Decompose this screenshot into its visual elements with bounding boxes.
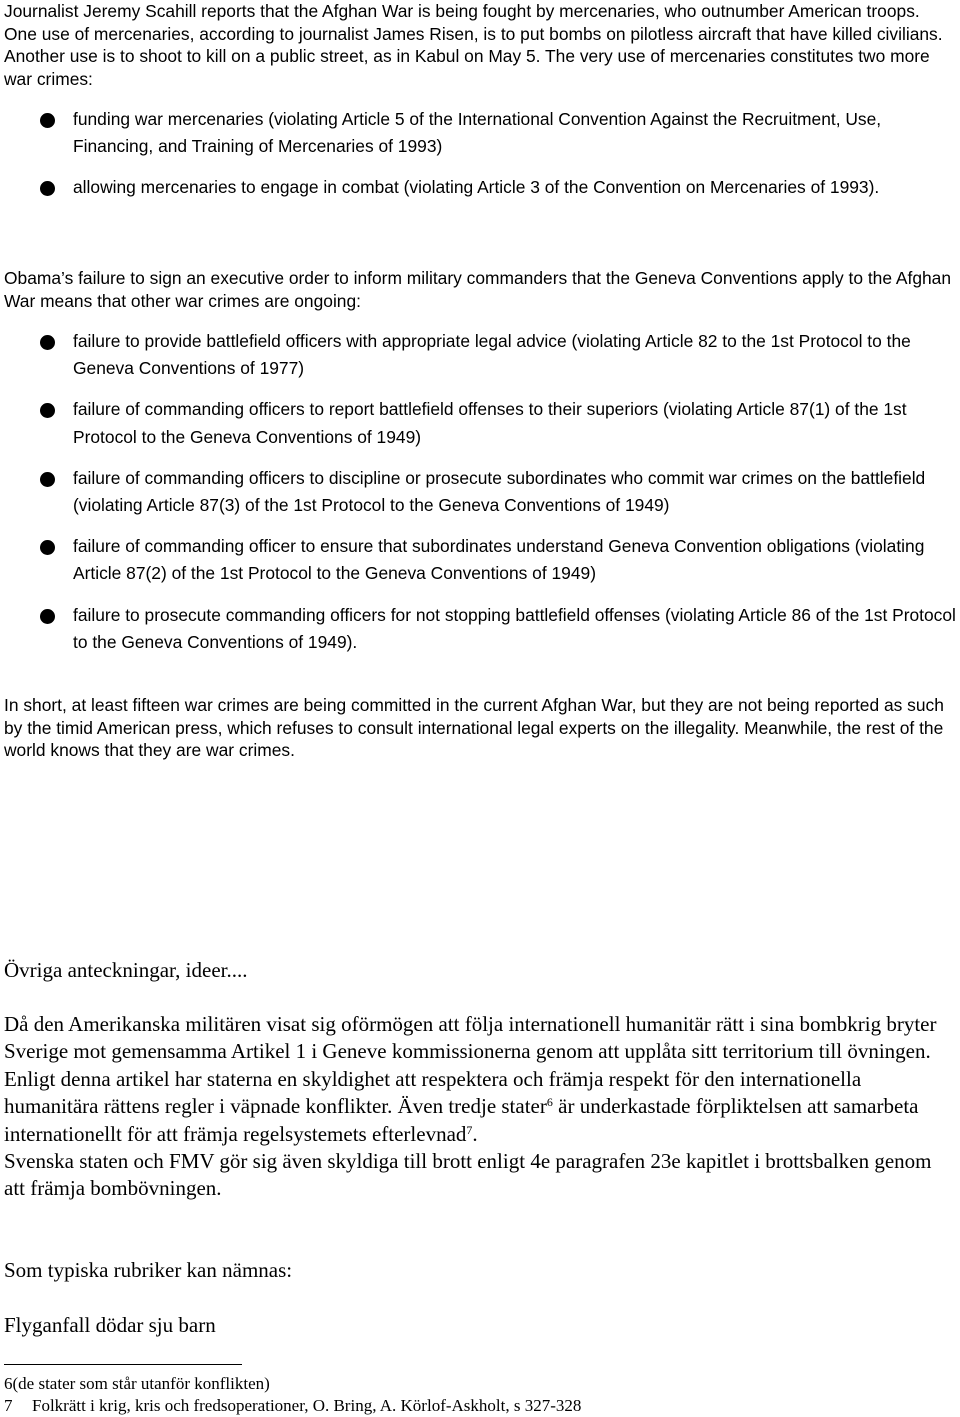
bullet-icon xyxy=(40,335,55,350)
bullet-icon xyxy=(40,181,55,196)
list-item-text: allowing mercenaries to engage in combat (violating Article 3 of the Convention on Mercenaries of 1993). xyxy=(73,177,880,198)
footnote-6 xyxy=(4,1374,270,1394)
footnote-7 xyxy=(4,1396,581,1416)
rubric-example: Flyganfall dödar sju barn xyxy=(4,1313,216,1337)
list-item-text: failure of commanding officers to discipline or prosecute subordinates who commit war crimes on the battlefield (violating Article 87(3) of the 1st Protocol to the Geneva Conventions of 1949) xyxy=(73,467,926,516)
swedish-text-part4: Svenska staten och FMV gör sig även skyldiga till brott enligt 4e paragrafen 23e kapitlet i brottsbalken genom att främja bombövningen. xyxy=(4,1149,932,1201)
list-item xyxy=(0,106,960,160)
footnote-number: 7 xyxy=(4,1396,13,1415)
obama-paragraph: Obama’s failure to sign an executive order to inform military commanders that the Geneva Conventions apply to the Afghan War means that other war crimes are ongoing: xyxy=(4,268,952,311)
footnote-text: 6(de stater som står utanför konflikten) xyxy=(4,1374,270,1393)
list-item xyxy=(0,602,960,656)
list-item-text: failure of commanding officers to report battlefield offenses to their superiors (violating Article 87(1) of the 1st Protocol to the Geneva Conventions of 1949) xyxy=(73,399,907,447)
list-item-text: failure to prosecute commanding officers for not stopping battlefield offenses (violating Article 86 of the 1st Protocol to the Geneva Conventions of 1949). xyxy=(73,604,956,652)
bullet-icon xyxy=(40,609,55,624)
rubrics-intro: Som typiska rubriker kan nämnas: xyxy=(4,1258,293,1282)
list-item xyxy=(0,396,960,450)
bullet-icon xyxy=(40,403,55,418)
swedish-text-part3: . xyxy=(472,1121,478,1146)
list-item xyxy=(0,328,960,382)
footnote-ref-7[interactable]: 7 xyxy=(466,1122,473,1137)
bullet-icon xyxy=(40,472,55,487)
footnote-divider xyxy=(4,1364,242,1365)
intro-paragraph: Journalist Jeremy Scahill reports that the Afghan War is being fought by mercenaries, who outnumber American troops. One use of mercenaries, according to journalist James Risen, is to put bombs on pilotless aircraft that have killed civilians. Another use is to shoot to kill on a public street, as in Kabul on May 5. The very use of mercenaries constitutes two more war crimes: xyxy=(4,1,943,89)
list-item xyxy=(0,533,960,587)
summary-paragraph: In short, at least fifteen war crimes are being committed in the current Afghan War, but they are not being reported as such by the timid American press, which refuses to consult international legal experts on the illegality. Meanwhile, the rest of the world knows that they are war crimes. xyxy=(4,695,944,761)
list-item xyxy=(0,465,960,519)
list-item-text: failure of commanding officer to ensure that subordinates understand Geneva Convention obligations (violating Article 87(2) of the 1st Protocol to the Geneva Conventions of 1949) xyxy=(73,536,925,584)
mercenary-crimes-list xyxy=(0,106,960,202)
swedish-paragraph xyxy=(4,1011,956,1203)
footnote-ref-6[interactable]: 6 xyxy=(546,1095,553,1110)
swedish-text-part1: Då den Amerikanska militären visat sig oförmögen att följa internationell humanitär rätt i sina bombkrig bryter Sverige mot gemensamma Artikel 1 i Geneve kommissionerna genom att upplåta sitt territorium till övningen. Enligt denna artikel har staterna en skyldighet att respektera och främja respekt för den internationella humanitära rättens regler i väpnade konflikter. Även tredje stater xyxy=(4,1012,937,1119)
ongoing-crimes-list xyxy=(0,328,960,656)
swedish-text-part2: är underkastade förpliktelsen att samarbeta internationellt för att främja regelsystemets efterlevnad xyxy=(4,1094,919,1146)
footnote-text: Folkrätt i krig, kris och fredsoperationer, O. Bring, A. Körlof-Askholt, s 327-328 xyxy=(32,1396,582,1415)
bullet-icon xyxy=(40,540,55,555)
list-item xyxy=(0,174,960,201)
bullet-icon xyxy=(40,113,55,128)
notes-heading: Övriga anteckningar, ideer.... xyxy=(4,958,248,982)
list-item-text: funding war mercenaries (violating Article 5 of the International Convention Against the Recruitment, Use, Financing, and Training of Mercenaries of 1993) xyxy=(73,109,882,157)
list-item-text: failure to provide battlefield officers with appropriate legal advice (violating Article 82 to the 1st Protocol to the Geneva Conventions of 1977) xyxy=(73,331,911,379)
